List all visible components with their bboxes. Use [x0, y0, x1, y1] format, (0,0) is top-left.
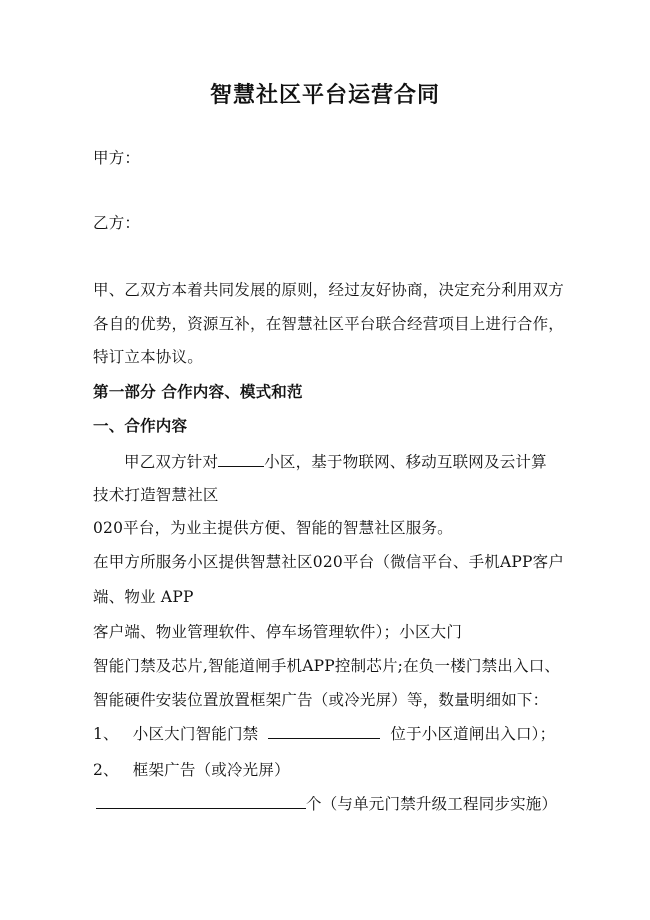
- item-2-number: 2、: [93, 761, 119, 779]
- item-2-continuation-text: 个（与单元门禁升级工程同步实施）: [306, 795, 558, 813]
- item-1: [93, 724, 555, 744]
- item-1-text-after: 位于小区道闸出入口）；: [390, 725, 556, 743]
- cooperation-line-8: 智能硬件安装位置放置框架广告（或冷光屏）等，数量明细如下：: [93, 691, 549, 709]
- document-title: 智慧社区平台运营合同: [209, 83, 440, 108]
- intro-line-2: 各自的优势，资源互补，在智慧社区平台联合经营项目上进行合作，: [93, 315, 565, 333]
- item-2-text-before: 框架广告（或冷光屏）: [132, 761, 290, 779]
- item-1-quantity-blank: [268, 724, 380, 739]
- intro-line-1: 甲、乙双方本着共同发展的原则，经过友好协商，决定充分利用双方: [93, 281, 565, 299]
- intro-line-3: 特订立本协议。: [93, 348, 203, 366]
- cooperation-line-1-prefix: 甲乙双方针对: [124, 453, 219, 471]
- party-a-label: 甲方：: [93, 149, 141, 167]
- cooperation-line-3: 020平台，为业主提供方便、智能的智慧社区服务。: [93, 519, 453, 537]
- community-name-blank: [218, 452, 264, 467]
- cooperation-line-7: 智能门禁及芯片,智能道闸手机APP控制芯片;在负一楼门禁出入口、: [93, 657, 561, 675]
- item-2-quantity-blank: [96, 794, 306, 809]
- cooperation-line-4: 在甲方所服务小区提供智慧社区020平台（微信平台、手机APP客户: [93, 553, 565, 571]
- item-1-text-before: 小区大门智能门禁: [132, 725, 259, 743]
- item-1-number: 1、: [93, 725, 119, 743]
- party-b-label: 乙方：: [93, 214, 141, 232]
- cooperation-line-6: 客户端、物业管理软件、停车场管理软件）；小区大门: [93, 623, 463, 641]
- cooperation-line-2: 技术打造智慧社区: [93, 486, 219, 504]
- section1-heading: 一、合作内容: [93, 417, 188, 435]
- item-2: [93, 760, 290, 780]
- cooperation-line-1: [124, 452, 547, 472]
- cooperation-line-5: 端、物业 APP: [93, 588, 194, 606]
- item-2-continuation: [96, 794, 557, 814]
- cooperation-line-1-suffix: 小区，基于物联网、移动互联网及云计算: [264, 453, 547, 471]
- part1-heading: 第一部分 合作内容、模式和范: [93, 383, 303, 401]
